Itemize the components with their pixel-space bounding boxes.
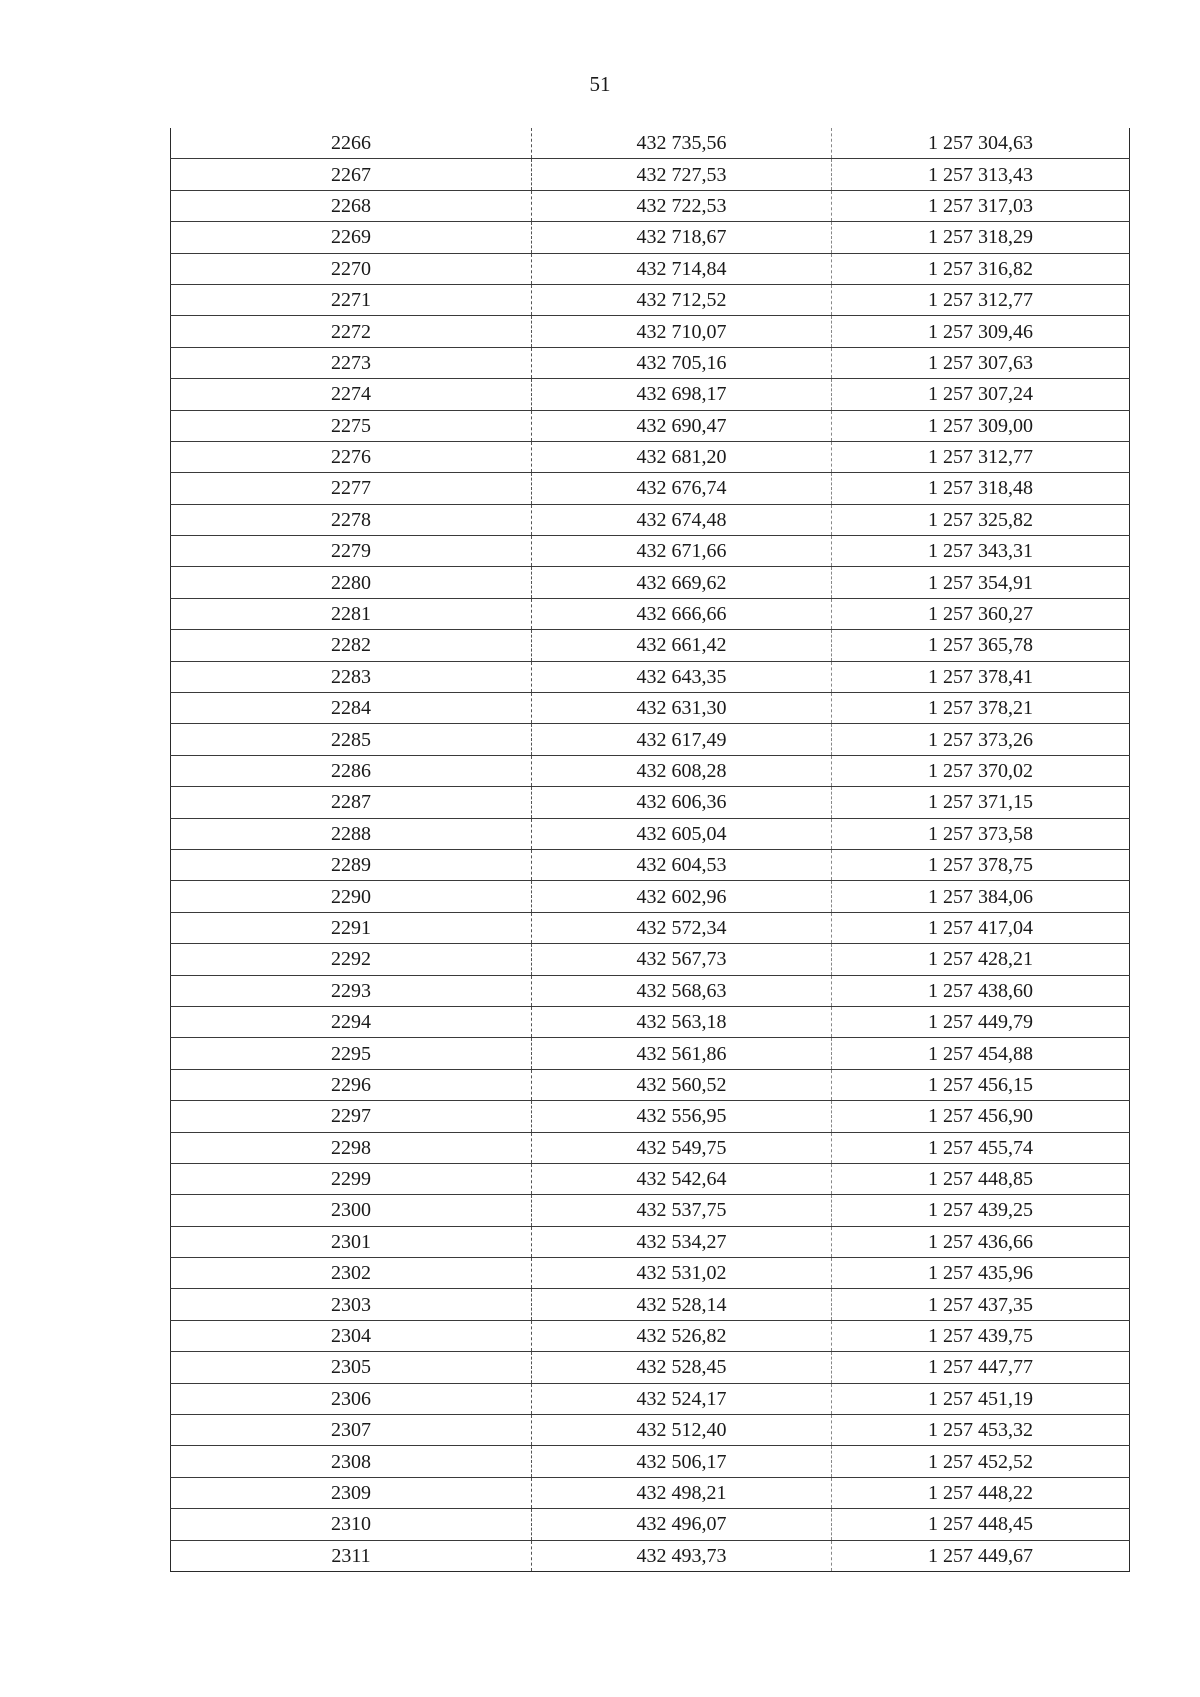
y-coordinate-cell: 1 257 449,67 [832,1540,1130,1571]
x-coordinate-cell: 432 528,45 [532,1352,832,1383]
table-row [171,1289,1130,1320]
table-row [171,818,1130,849]
y-coordinate-cell: 1 257 378,75 [832,849,1130,880]
table-row [171,1540,1130,1571]
table-row [171,1226,1130,1257]
x-coordinate-cell: 432 528,14 [532,1289,832,1320]
table-row [171,441,1130,472]
point-number-cell: 2283 [171,661,532,692]
table-row [171,1352,1130,1383]
table-row [171,473,1130,504]
x-coordinate-cell: 432 605,04 [532,818,832,849]
x-coordinate-cell: 432 542,64 [532,1163,832,1194]
y-coordinate-cell: 1 257 378,41 [832,661,1130,692]
table-row [171,1163,1130,1194]
point-number-cell: 2268 [171,190,532,221]
point-number-cell: 2279 [171,536,532,567]
point-number-cell: 2284 [171,693,532,724]
point-number-cell: 2285 [171,724,532,755]
x-coordinate-cell: 432 496,07 [532,1509,832,1540]
x-coordinate-cell: 432 674,48 [532,504,832,535]
x-coordinate-cell: 432 718,67 [532,222,832,253]
point-number-cell: 2269 [171,222,532,253]
table-row [171,912,1130,943]
point-number-cell: 2272 [171,316,532,347]
x-coordinate-cell: 432 714,84 [532,253,832,284]
point-number-cell: 2276 [171,441,532,472]
point-number-cell: 2293 [171,975,532,1006]
table-row [171,1006,1130,1037]
table-row [171,536,1130,567]
y-coordinate-cell: 1 257 373,26 [832,724,1130,755]
x-coordinate-cell: 432 712,52 [532,284,832,315]
x-coordinate-cell: 432 698,17 [532,379,832,410]
y-coordinate-cell: 1 257 384,06 [832,881,1130,912]
table-row [171,347,1130,378]
table-row [171,1038,1130,1069]
point-number-cell: 2287 [171,787,532,818]
x-coordinate-cell: 432 526,82 [532,1320,832,1351]
point-number-cell: 2307 [171,1415,532,1446]
y-coordinate-cell: 1 257 439,75 [832,1320,1130,1351]
x-coordinate-cell: 432 506,17 [532,1446,832,1477]
y-coordinate-cell: 1 257 448,22 [832,1477,1130,1508]
point-number-cell: 2270 [171,253,532,284]
x-coordinate-cell: 432 722,53 [532,190,832,221]
x-coordinate-cell: 432 534,27 [532,1226,832,1257]
table-row [171,1477,1130,1508]
table-row [171,1320,1130,1351]
x-coordinate-cell: 432 735,56 [532,128,832,159]
y-coordinate-cell: 1 257 438,60 [832,975,1130,1006]
y-coordinate-cell: 1 257 309,46 [832,316,1130,347]
point-number-cell: 2266 [171,128,532,159]
table-row [171,944,1130,975]
y-coordinate-cell: 1 257 439,25 [832,1195,1130,1226]
y-coordinate-cell: 1 257 312,77 [832,441,1130,472]
y-coordinate-cell: 1 257 452,52 [832,1446,1130,1477]
point-number-cell: 2302 [171,1258,532,1289]
table-row [171,693,1130,724]
y-coordinate-cell: 1 257 455,74 [832,1132,1130,1163]
x-coordinate-cell: 432 705,16 [532,347,832,378]
point-number-cell: 2308 [171,1446,532,1477]
y-coordinate-cell: 1 257 318,29 [832,222,1130,253]
table-row [171,849,1130,880]
point-number-cell: 2303 [171,1289,532,1320]
y-coordinate-cell: 1 257 312,77 [832,284,1130,315]
x-coordinate-cell: 432 556,95 [532,1101,832,1132]
point-number-cell: 2281 [171,598,532,629]
y-coordinate-cell: 1 257 454,88 [832,1038,1130,1069]
y-coordinate-cell: 1 257 451,19 [832,1383,1130,1414]
y-coordinate-cell: 1 257 309,00 [832,410,1130,441]
y-coordinate-cell: 1 257 437,35 [832,1289,1130,1320]
table-row [171,1258,1130,1289]
table-row [171,1101,1130,1132]
y-coordinate-cell: 1 257 318,48 [832,473,1130,504]
point-number-cell: 2267 [171,159,532,190]
table-row [171,881,1130,912]
x-coordinate-cell: 432 617,49 [532,724,832,755]
y-coordinate-cell: 1 257 453,32 [832,1415,1130,1446]
x-coordinate-cell: 432 671,66 [532,536,832,567]
x-coordinate-cell: 432 681,20 [532,441,832,472]
y-coordinate-cell: 1 257 448,85 [832,1163,1130,1194]
y-coordinate-cell: 1 257 417,04 [832,912,1130,943]
x-coordinate-cell: 432 568,63 [532,975,832,1006]
table-row [171,222,1130,253]
point-number-cell: 2273 [171,347,532,378]
x-coordinate-cell: 432 602,96 [532,881,832,912]
y-coordinate-cell: 1 257 307,24 [832,379,1130,410]
y-coordinate-cell: 1 257 456,90 [832,1101,1130,1132]
table-row [171,379,1130,410]
point-number-cell: 2299 [171,1163,532,1194]
table-row [171,724,1130,755]
table-row [171,410,1130,441]
table-row [171,284,1130,315]
point-number-cell: 2278 [171,504,532,535]
point-number-cell: 2297 [171,1101,532,1132]
x-coordinate-cell: 432 531,02 [532,1258,832,1289]
x-coordinate-cell: 432 561,86 [532,1038,832,1069]
point-number-cell: 2296 [171,1069,532,1100]
x-coordinate-cell: 432 606,36 [532,787,832,818]
point-number-cell: 2271 [171,284,532,315]
point-number-cell: 2310 [171,1509,532,1540]
point-number-cell: 2291 [171,912,532,943]
y-coordinate-cell: 1 257 436,66 [832,1226,1130,1257]
x-coordinate-cell: 432 560,52 [532,1069,832,1100]
x-coordinate-cell: 432 661,42 [532,630,832,661]
y-coordinate-cell: 1 257 354,91 [832,567,1130,598]
x-coordinate-cell: 432 567,73 [532,944,832,975]
table-row [171,159,1130,190]
y-coordinate-cell: 1 257 378,21 [832,693,1130,724]
point-number-cell: 2298 [171,1132,532,1163]
page-number: 51 [589,72,611,96]
x-coordinate-cell: 432 549,75 [532,1132,832,1163]
point-number-cell: 2289 [171,849,532,880]
table-row [171,1195,1130,1226]
point-number-cell: 2300 [171,1195,532,1226]
x-coordinate-cell: 432 537,75 [532,1195,832,1226]
x-coordinate-cell: 432 563,18 [532,1006,832,1037]
x-coordinate-cell: 432 493,73 [532,1540,832,1571]
y-coordinate-cell: 1 257 449,79 [832,1006,1130,1037]
x-coordinate-cell: 432 676,74 [532,473,832,504]
y-coordinate-cell: 1 257 325,82 [832,504,1130,535]
x-coordinate-cell: 432 690,47 [532,410,832,441]
coordinates-table [170,128,1130,1572]
y-coordinate-cell: 1 257 317,03 [832,190,1130,221]
point-number-cell: 2295 [171,1038,532,1069]
point-number-cell: 2306 [171,1383,532,1414]
x-coordinate-cell: 432 608,28 [532,755,832,786]
y-coordinate-cell: 1 257 316,82 [832,253,1130,284]
x-coordinate-cell: 432 498,21 [532,1477,832,1508]
table-row [171,128,1130,159]
point-number-cell: 2292 [171,944,532,975]
y-coordinate-cell: 1 257 313,43 [832,159,1130,190]
y-coordinate-cell: 1 257 448,45 [832,1509,1130,1540]
table-row [171,1069,1130,1100]
table-row [171,755,1130,786]
x-coordinate-cell: 432 666,66 [532,598,832,629]
x-coordinate-cell: 432 572,34 [532,912,832,943]
point-number-cell: 2275 [171,410,532,441]
table-row [171,1383,1130,1414]
table-row [171,975,1130,1006]
table-row [171,1415,1130,1446]
point-number-cell: 2290 [171,881,532,912]
y-coordinate-cell: 1 257 373,58 [832,818,1130,849]
table-row [171,1132,1130,1163]
table-row [171,787,1130,818]
point-number-cell: 2280 [171,567,532,598]
x-coordinate-cell: 432 669,62 [532,567,832,598]
point-number-cell: 2277 [171,473,532,504]
y-coordinate-cell: 1 257 428,21 [832,944,1130,975]
table-row [171,661,1130,692]
y-coordinate-cell: 1 257 304,63 [832,128,1130,159]
point-number-cell: 2294 [171,1006,532,1037]
table-row [171,504,1130,535]
table-row [171,316,1130,347]
x-coordinate-cell: 432 512,40 [532,1415,832,1446]
point-number-cell: 2286 [171,755,532,786]
point-number-cell: 2309 [171,1477,532,1508]
x-coordinate-cell: 432 710,07 [532,316,832,347]
x-coordinate-cell: 432 604,53 [532,849,832,880]
y-coordinate-cell: 1 257 365,78 [832,630,1130,661]
coordinates-table-body [171,128,1130,1571]
x-coordinate-cell: 432 727,53 [532,159,832,190]
y-coordinate-cell: 1 257 370,02 [832,755,1130,786]
x-coordinate-cell: 432 524,17 [532,1383,832,1414]
point-number-cell: 2305 [171,1352,532,1383]
y-coordinate-cell: 1 257 456,15 [832,1069,1130,1100]
table-row [171,190,1130,221]
y-coordinate-cell: 1 257 343,31 [832,536,1130,567]
table-row [171,630,1130,661]
point-number-cell: 2288 [171,818,532,849]
point-number-cell: 2304 [171,1320,532,1351]
point-number-cell: 2274 [171,379,532,410]
table-row [171,253,1130,284]
y-coordinate-cell: 1 257 447,77 [832,1352,1130,1383]
table-row [171,1446,1130,1477]
y-coordinate-cell: 1 257 371,15 [832,787,1130,818]
x-coordinate-cell: 432 643,35 [532,661,832,692]
y-coordinate-cell: 1 257 435,96 [832,1258,1130,1289]
y-coordinate-cell: 1 257 360,27 [832,598,1130,629]
table-row [171,567,1130,598]
point-number-cell: 2282 [171,630,532,661]
point-number-cell: 2301 [171,1226,532,1257]
table-row [171,598,1130,629]
point-number-cell: 2311 [171,1540,532,1571]
x-coordinate-cell: 432 631,30 [532,693,832,724]
y-coordinate-cell: 1 257 307,63 [832,347,1130,378]
table-row [171,1509,1130,1540]
